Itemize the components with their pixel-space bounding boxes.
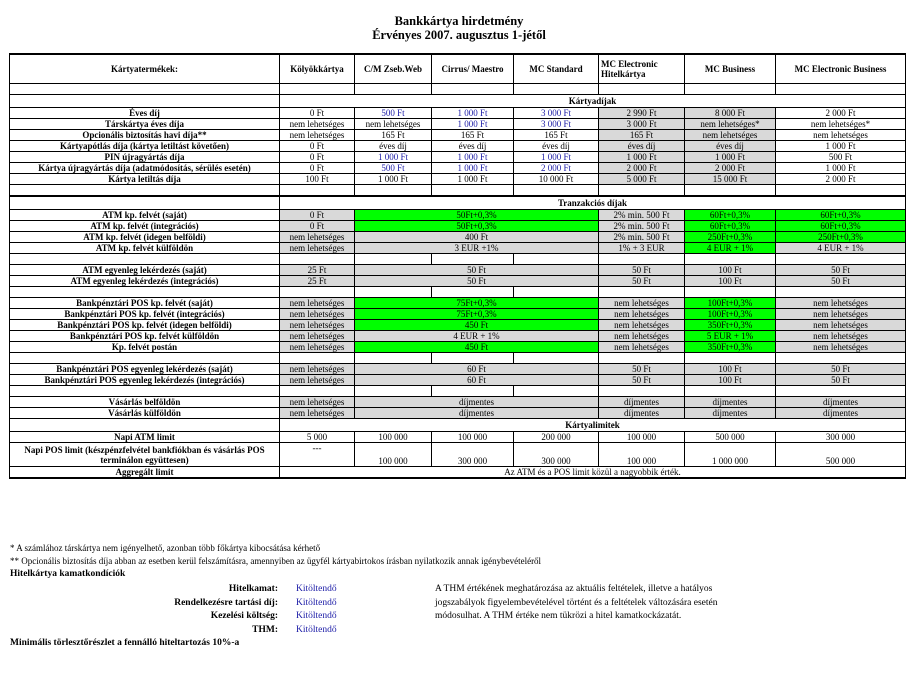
- table-row: Kártya újragyártás díja (adatmódosítás, sérülés esetén) 0 Ft 500 Ft 1 000 Ft 2 000 Ft 2 000 Ft 2 000 Ft 1 000 Ft: [10, 163, 906, 174]
- header-cirrus: Cirrus/ Maestro: [432, 54, 514, 84]
- header-row: [10, 54, 906, 84]
- header-mc-electronic-hitel: MC Electronic Hitelkártya: [599, 54, 685, 84]
- table-row: Bankpénztári POS kp. felvét (integrációs) nem lehetséges 75Ft+0,3% nem lehetséges 100Ft+0,3% nem lehetséges: [10, 309, 906, 320]
- table-row: Bankpénztári POS kp. felvét (idegen belföldi) nem lehetséges 450 Ft nem lehetséges 350Ft+0,3% nem lehetséges: [10, 320, 906, 331]
- minimum-payment-note: Minimális törlesztőrészlet a fennálló hiteltartozás 10%-a: [10, 638, 240, 648]
- table-row: Bankpénztári POS kp. felvét (saját) nem lehetséges 75Ft+0,3% nem lehetséges 100Ft+0,3% nem lehetséges: [10, 298, 906, 309]
- header-kolyok: Kölyökkártya: [280, 54, 355, 84]
- thm-text-line-2: jogszabályok figyelembevételével történt és a feltételek változására esetén: [435, 598, 718, 608]
- table-row: Vásárlás külföldön nem lehetséges díjmentes díjmentes díjmentes díjmentes: [10, 408, 906, 419]
- page-subtitle: Érvényes 2007. augusztus 1-jétől: [372, 28, 546, 42]
- section-kartyadijak: Kártyadíjak: [280, 95, 906, 108]
- table-row: Bankpénztári POS egyenleg lekérdezés (saját) nem lehetséges 60 Ft 50 Ft 100 Ft 50 Ft: [10, 364, 906, 375]
- kamat-label-hitelkamat: Hitelkamat:: [228, 584, 278, 594]
- table-row: Napi POS limit (készpénzfelvétel bankfiókban és vásárlás POS terminálon együttesen) --- 100 000 300 000 300 000 100 000 1 000 000 500 000: [10, 443, 906, 467]
- thm-text-line-3: módosulhat. A THM értéke nem tükrözi a hitel kamatkockázatát.: [435, 611, 682, 621]
- header-mc-standard: MC Standard: [514, 54, 599, 84]
- page-title: Bankkártya hirdetmény: [394, 14, 524, 28]
- table-row: Opcionális biztosítás havi díja** nem lehetséges 165 Ft 165 Ft 165 Ft 165 Ft nem lehetséges nem lehetséges: [10, 130, 906, 141]
- kamat-value-thm: Kitöltendő: [296, 625, 337, 635]
- table-row: Bankpénztári POS kp. felvét külföldön nem lehetséges 4 EUR + 1% nem lehetséges 5 EUR + 1% nem lehetséges: [10, 331, 906, 342]
- kamat-label-rendelkezes: Rendelkezésre tartási díj:: [174, 598, 278, 608]
- table-row: Bankpénztári POS egyenleg lekérdezés (integrációs) nem lehetséges 60 Ft 50 Ft 100 Ft 50 Ft: [10, 375, 906, 386]
- footnote-2: ** Opcionális biztosítás díja abban az esetben kerül felszámításra, amennyiben az ügyfél kártyabirtokos írásban nyilatkozik annak igénybevételéről: [10, 556, 542, 566]
- table-row: Kártya letiltás díja 100 Ft 1 000 Ft 1 000 Ft 10 000 Ft 5 000 Ft 15 000 Ft 2 000 Ft: [10, 174, 906, 185]
- footnote-1: * A számlához társkártya nem igényelhető, azonban több főkártya kibocsátása kérhető: [10, 543, 321, 553]
- table-row: Napi ATM limit 5 000 100 000 100 000 200 000 100 000 500 000 300 000: [10, 432, 906, 443]
- table-row: Társkártya éves díja nem lehetséges nem lehetséges 1 000 Ft 3 000 Ft 3 000 Ft nem lehetséges* nem lehetséges*: [10, 119, 906, 130]
- table-row: ATM kp. felvét (saját) 0 Ft 50Ft+0,3% 2% min. 500 Ft 60Ft+0,3% 60Ft+0,3%: [10, 210, 906, 221]
- section-tranzakcios: Tranzakciós díjak: [280, 196, 906, 210]
- table-row: Aggregált limit Az ATM és a POS limit közül a nagyobbik érték.: [10, 467, 906, 479]
- kamat-label-thm: THM:: [252, 625, 278, 635]
- kamat-heading: Hitelkártya kamatkondíciók: [10, 569, 126, 579]
- kamat-value-kezelesi: Kitöltendő: [296, 611, 337, 621]
- thm-text-line-1: A THM értékének meghatározása az aktuális feltételek, illetve a hatályos: [435, 584, 713, 594]
- header-mc-business: MC Business: [685, 54, 776, 84]
- table-row: ATM kp. felvét (idegen belföldi) nem lehetséges 400 Ft 2% min. 500 Ft 250Ft+0,3% 250Ft+0,3%: [10, 232, 906, 243]
- table-row: Kártyapótlás díja (kártya letiltást követően) 0 Ft éves díj éves díj éves díj éves díj éves díj 1 000 Ft: [10, 141, 906, 152]
- table-row: Kp. felvét postán nem lehetséges 450 Ft nem lehetséges 350Ft+0,3% nem lehetséges: [10, 342, 906, 353]
- kamat-value-rendelkezes: Kitöltendő: [296, 598, 337, 608]
- table-row: PIN újragyártás díja 0 Ft 1 000 Ft 1 000 Ft 1 000 Ft 1 000 Ft 1 000 Ft 500 Ft: [10, 152, 906, 163]
- section-kartyalimitek: Kártyalimitek: [280, 419, 906, 432]
- header-mc-electronic-business: MC Electronic Business: [776, 54, 906, 84]
- table-row: ATM kp. felvét (integrációs) 0 Ft 50Ft+0,3% 2% min. 500 Ft 60Ft+0,3% 60Ft+0,3%: [10, 221, 906, 232]
- table-row: Éves díj 0 Ft 500 Ft 1 000 Ft 3 000 Ft 2 990 Ft 8 000 Ft 2 000 Ft: [10, 108, 906, 119]
- header-zseb: C/M Zseb.Web: [355, 54, 432, 84]
- table-row: Vásárlás belföldön nem lehetséges díjmentes díjmentes díjmentes díjmentes: [10, 397, 906, 408]
- table-row: ATM egyenleg lekérdezés (integrációs) 25 Ft 50 Ft 50 Ft 100 Ft 50 Ft: [10, 276, 906, 287]
- fee-table: [9, 53, 906, 479]
- kamat-label-kezelesi: Kezelési költség:: [210, 611, 278, 621]
- header-products: Kártyatermékek:: [10, 54, 280, 84]
- table-row: ATM kp. felvét külföldön nem lehetséges 3 EUR +1% 1% + 3 EUR 4 EUR + 1% 4 EUR + 1%: [10, 243, 906, 254]
- kamat-value-hitelkamat: Kitöltendő: [296, 584, 337, 594]
- table-row: ATM egyenleg lekérdezés (saját) 25 Ft 50 Ft 50 Ft 100 Ft 50 Ft: [10, 265, 906, 276]
